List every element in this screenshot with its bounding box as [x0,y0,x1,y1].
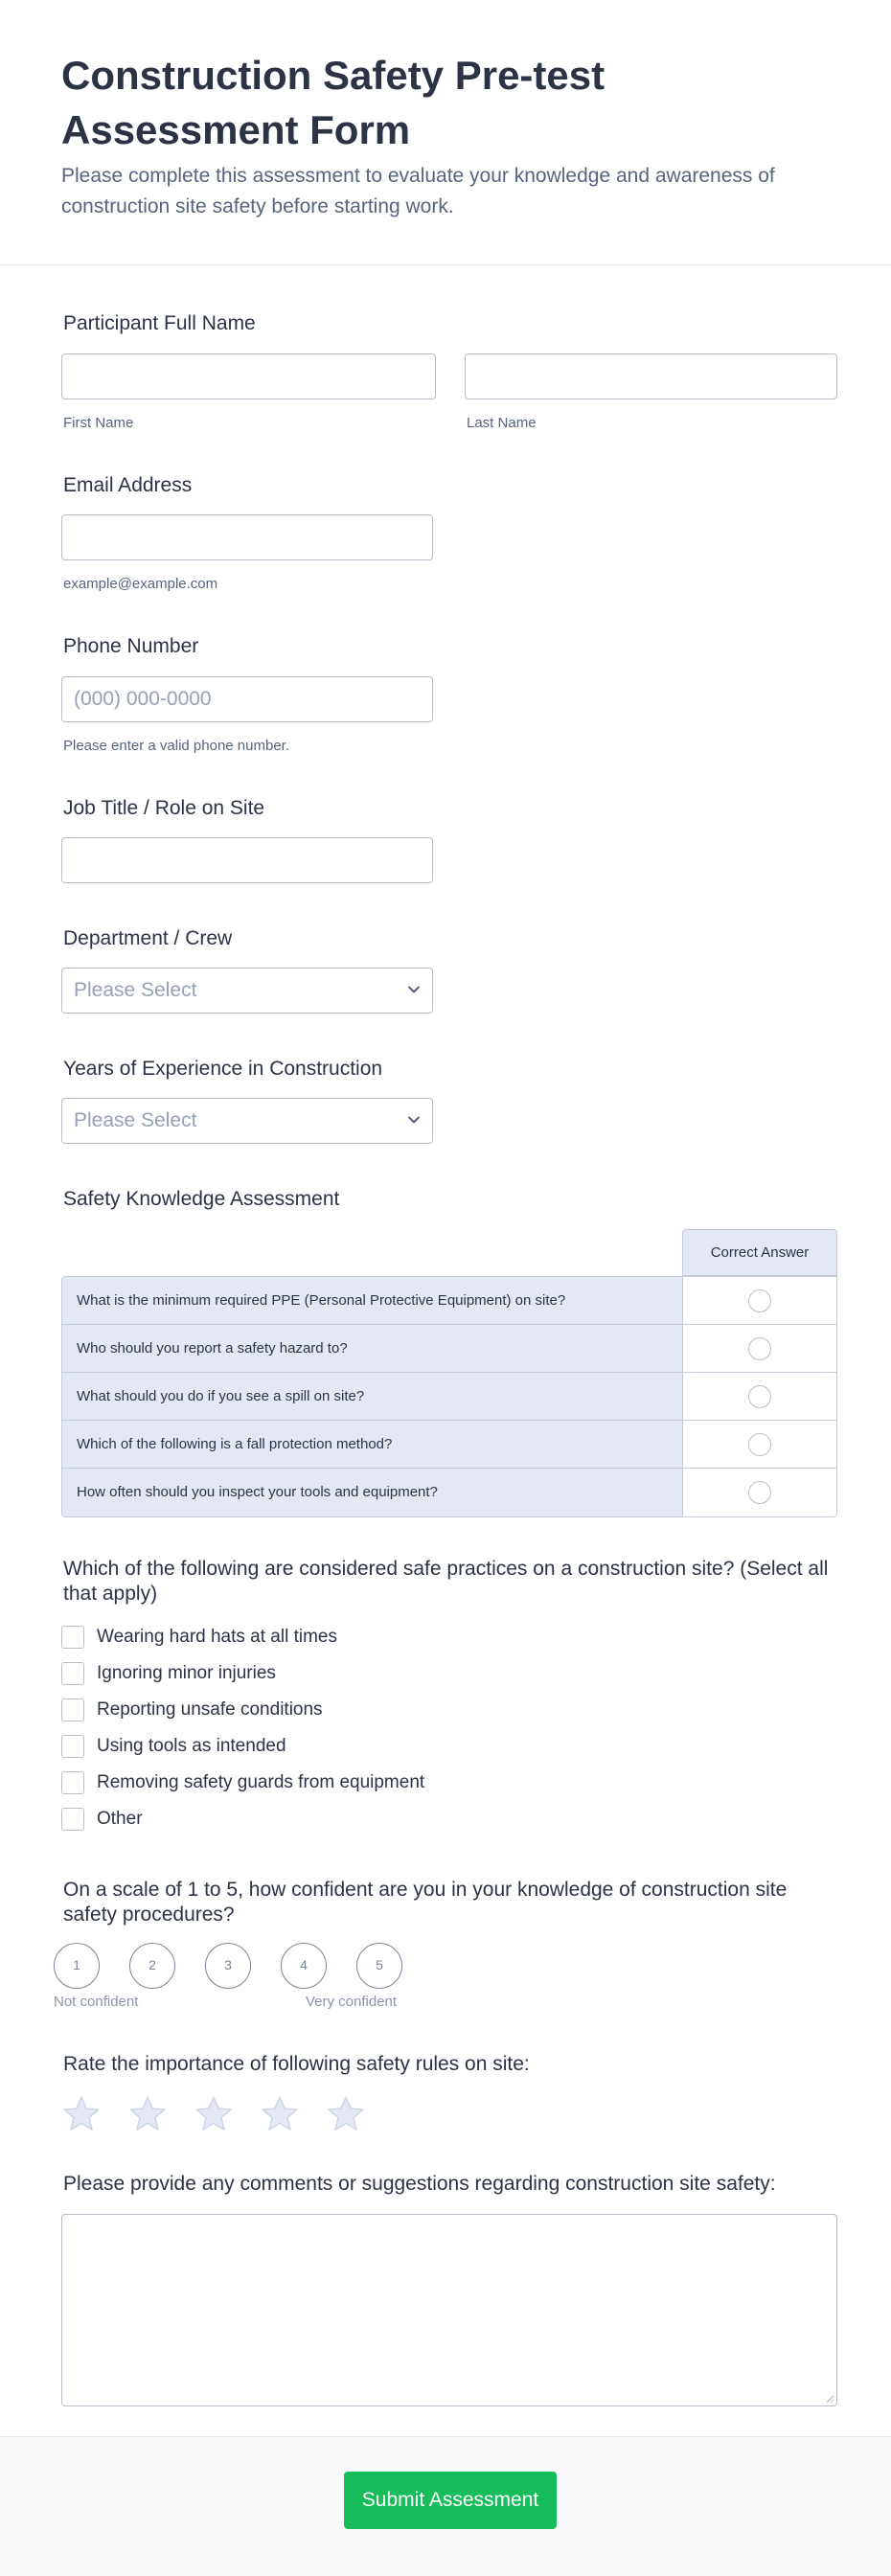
comments-label: Please provide any comments or suggestions regarding construction site safety: [63,2173,776,2195]
email-input[interactable] [61,514,433,560]
scale-option-2[interactable]: 2 [129,1943,175,1989]
checkbox-option[interactable] [61,1765,424,1801]
star-icon[interactable] [260,2094,300,2134]
star-icon[interactable] [61,2094,102,2134]
department-label: Department / Crew [63,927,233,949]
matrix-radio[interactable] [748,1481,771,1504]
matrix-radio[interactable] [748,1337,771,1360]
checkbox-option[interactable] [61,1692,424,1728]
phone-label: Phone Number [63,635,199,657]
matrix-row [62,1325,836,1373]
matrix-row [62,1421,836,1469]
star-icon[interactable] [194,2094,234,2134]
checkbox[interactable] [61,1771,84,1794]
submit-button[interactable]: Submit Assessment [344,2472,557,2529]
matrix-radio[interactable] [748,1433,771,1456]
email-label: Email Address [63,474,193,496]
chevron-down-icon [407,983,421,996]
comments-textarea[interactable] [61,2214,837,2406]
phone-sublabel: Please enter a valid phone number. [63,738,289,754]
form-subtitle: Please complete this assessment to evaluate your knowledge and awareness of construction site safety before starting work. [61,165,775,217]
checkbox[interactable] [61,1808,84,1831]
form-title: Construction Safety Pre-test Assessment Form [61,53,605,152]
department-select[interactable] [61,968,433,1014]
matrix-radio[interactable] [748,1385,771,1408]
last-name-sublabel: Last Name [467,415,537,431]
star-rating [61,2094,392,2134]
star-icon[interactable] [127,2094,168,2134]
safe-practices-label: Which of the following are considered safe practices on a construction site? (Select all that apply) [63,1558,829,1605]
header-divider [0,264,891,265]
matrix-question: Which of the following is a fall protection method? [62,1421,683,1468]
safe-practices-options [61,1619,424,1837]
job-title-label: Job Title / Role on Site [63,797,265,819]
checkbox[interactable] [61,1735,84,1758]
confidence-label: On a scale of 1 to 5, how confident are you in your knowledge of construction site safety procedures? [63,1879,788,1926]
matrix-question: What should you do if you see a spill on site? [62,1373,683,1420]
checkbox-label: Using tools as intended [97,1736,286,1756]
checkbox-label: Removing safety guards from equipment [97,1772,425,1792]
experience-selected-value: Please Select [74,1109,197,1131]
experience-label: Years of Experience in Construction [63,1058,383,1080]
scale-low-caption: Not confident [54,1994,139,2010]
experience-select[interactable] [61,1098,433,1144]
rating-label: Rate the importance of following safety rules on site: [63,2053,530,2075]
scale-option-3[interactable]: 3 [205,1943,251,1989]
matrix-question: How often should you inspect your tools and equipment? [62,1469,683,1516]
checkbox-option[interactable] [61,1728,424,1765]
phone-input[interactable]: (000) 000-0000 [61,676,433,722]
department-selected-value: Please Select [74,979,197,1001]
scale-option-1[interactable]: 1 [54,1943,100,1989]
scale-option-5[interactable]: 5 [356,1943,402,1989]
job-title-input[interactable] [61,837,433,883]
matrix-column-header: Correct Answer [682,1229,837,1276]
checkbox[interactable] [61,1698,84,1721]
checkbox-label: Other [97,1809,143,1829]
safety-matrix [61,1276,837,1517]
full-name-label: Participant Full Name [63,312,256,334]
chevron-down-icon [407,1113,421,1127]
matrix-question: Who should you report a safety hazard to? [62,1325,683,1372]
checkbox-option[interactable] [61,1619,424,1655]
star-icon[interactable] [326,2094,366,2134]
first-name-input[interactable] [61,353,436,399]
checkbox-label: Ignoring minor injuries [97,1663,276,1683]
email-sublabel: example@example.com [63,576,218,592]
matrix-question: What is the minimum required PPE (Personal Protective Equipment) on site? [62,1277,683,1324]
matrix-row [62,1469,836,1516]
scale-option-4[interactable]: 4 [281,1943,327,1989]
first-name-sublabel: First Name [63,415,134,431]
resize-grip-icon[interactable] [823,2392,834,2404]
safety-matrix-label: Safety Knowledge Assessment [63,1188,340,1210]
matrix-row [62,1277,836,1325]
form-header [61,48,847,222]
matrix-radio[interactable] [748,1289,771,1312]
matrix-row [62,1373,836,1421]
checkbox[interactable] [61,1662,84,1685]
checkbox[interactable] [61,1626,84,1649]
checkbox-label: Reporting unsafe conditions [97,1699,323,1720]
checkbox-option[interactable] [61,1655,424,1692]
last-name-input[interactable] [465,353,837,399]
scale-high-caption: Very confident [306,1994,398,2010]
checkbox-label: Wearing hard hats at all times [97,1627,337,1647]
checkbox-option[interactable] [61,1801,424,1837]
